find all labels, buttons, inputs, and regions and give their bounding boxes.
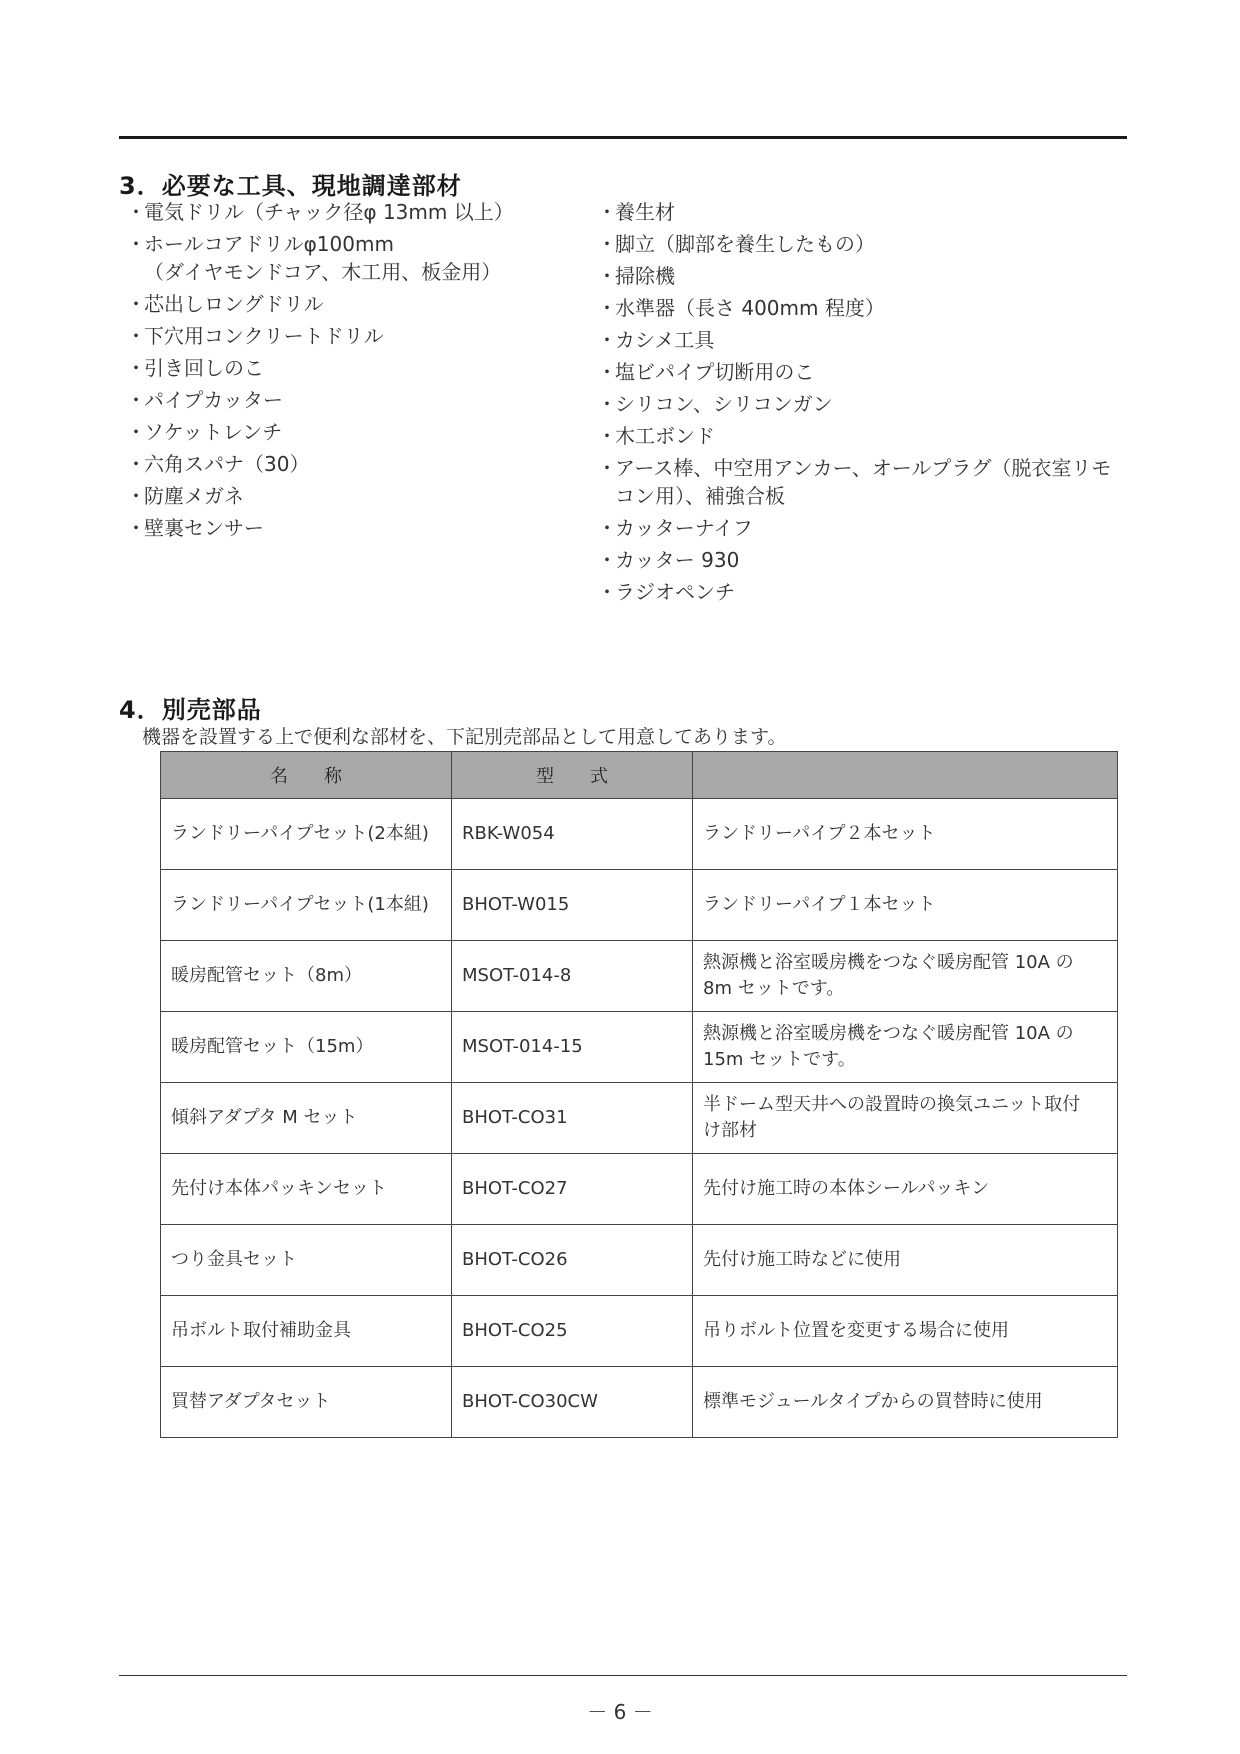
cell-model: BHOT-CO30CW	[452, 1367, 693, 1438]
cell-description: 半ドーム型天井への設置時の換気ユニット取付 け部材	[693, 1083, 1118, 1154]
cell-model: BHOT-CO25	[452, 1296, 693, 1367]
cell-description: 熱源機と浴室暖房機をつなぐ暖房配管 10A の 8m セットです。	[693, 941, 1118, 1012]
table-row	[161, 799, 1118, 870]
cell-description: ランドリーパイプ２本セット	[693, 799, 1118, 870]
cell-description: 先付け施工時の本体シールパッキン	[693, 1154, 1118, 1225]
cell-name: ランドリーパイプセット(2本組)	[161, 799, 452, 870]
cell-model: RBK-W054	[452, 799, 693, 870]
cell-name: 傾斜アダプタ M セット	[161, 1083, 452, 1154]
cell-model: BHOT-CO31	[452, 1083, 693, 1154]
list-item: ・ カッター 930	[597, 548, 740, 572]
cell-name: ランドリーパイプセット(1本組)	[161, 870, 452, 941]
list-item: ・ 水準器（長さ 400mm 程度）	[597, 296, 885, 320]
cell-model: MSOT-014-15	[452, 1012, 693, 1083]
list-item: ・ パイプカッター	[126, 388, 283, 412]
header-name: 名 称	[161, 752, 452, 799]
cell-model: MSOT-014-8	[452, 941, 693, 1012]
list-item: ・ 塩ビパイプ切断用のこ	[597, 360, 815, 384]
list-item: ・ 防塵メガネ	[126, 484, 244, 508]
table-row	[161, 1083, 1118, 1154]
list-item: ・ 芯出しロングドリル	[126, 292, 324, 316]
table-row	[161, 1012, 1118, 1083]
list-item: ・ 六角スパナ（30）	[126, 452, 310, 476]
cell-model: BHOT-W015	[452, 870, 693, 941]
table-row	[161, 1367, 1118, 1438]
tools-list-right	[597, 198, 1137, 610]
section3-heading: 3．必要な工具、現地調達部材	[119, 172, 462, 200]
list-item: ・ ラジオペンチ	[597, 580, 735, 604]
page-number: － 6 －	[587, 1700, 653, 1724]
list-item: ・ 掃除機	[597, 264, 675, 288]
cell-model: BHOT-CO27	[452, 1154, 693, 1225]
section4-intro: 機器を設置する上で便利な部材を、下記別売部品として用意してあります。	[142, 726, 787, 748]
cell-description: 先付け施工時などに使用	[693, 1225, 1118, 1296]
section4-heading: 4．別売部品	[119, 696, 262, 724]
list-item: ・ 引き回しのこ	[126, 356, 264, 380]
table-row	[161, 1225, 1118, 1296]
table-row	[161, 1296, 1118, 1367]
cell-model: BHOT-CO26	[452, 1225, 693, 1296]
table-header-row	[161, 752, 1118, 799]
list-item: ・ 壁裏センサー	[126, 516, 264, 540]
cell-name: 吊ボルト取付補助金具	[161, 1296, 452, 1367]
cell-name: 暖房配管セット（15m）	[161, 1012, 452, 1083]
list-item: ・ 脚立（脚部を養生したもの）	[597, 232, 875, 256]
bottom-rule	[119, 1675, 1127, 1676]
cell-name: 暖房配管セット（8m）	[161, 941, 452, 1012]
table-row	[161, 941, 1118, 1012]
list-item: ・ カッターナイフ	[597, 516, 753, 540]
list-item: ・ 電気ドリル（チャック径φ 13mm 以上）	[126, 200, 514, 224]
cell-description: 標準モジュールタイプからの買替時に使用	[693, 1367, 1118, 1438]
top-rule	[119, 136, 1127, 139]
cell-name: つり金具セット	[161, 1225, 452, 1296]
list-item: ・ カシメ工具	[597, 328, 715, 352]
tools-list-left	[126, 198, 566, 546]
list-item: ・ ソケットレンチ	[126, 420, 283, 444]
cell-description: 吊りボルト位置を変更する場合に使用	[693, 1296, 1118, 1367]
header-model: 型 式	[452, 752, 693, 799]
optional-parts-table	[160, 751, 1118, 1438]
cell-name: 買替アダプタセット	[161, 1367, 452, 1438]
table-row	[161, 1154, 1118, 1225]
list-item: ・ 下穴用コンクリートドリル	[126, 324, 384, 348]
list-item: ・ シリコン、シリコンガン	[597, 392, 833, 416]
cell-description: 熱源機と浴室暖房機をつなぐ暖房配管 10A の 15m セットです。	[693, 1012, 1118, 1083]
cell-name: 先付け本体パッキンセット	[161, 1154, 452, 1225]
cell-description: ランドリーパイプ１本セット	[693, 870, 1118, 941]
table-row	[161, 870, 1118, 941]
list-item: ・ ホールコアドリルφ100mm （ダイヤモンドコア、木工用、板金用）	[126, 232, 502, 284]
list-item: ・ 木工ボンド	[597, 424, 715, 448]
header-description	[693, 752, 1118, 799]
list-item: ・ 養生材	[597, 200, 675, 224]
list-item: ・ アース棒、中空用アンカー、オールプラグ（脱衣室リモ コン用）、補強合板	[597, 456, 1112, 508]
